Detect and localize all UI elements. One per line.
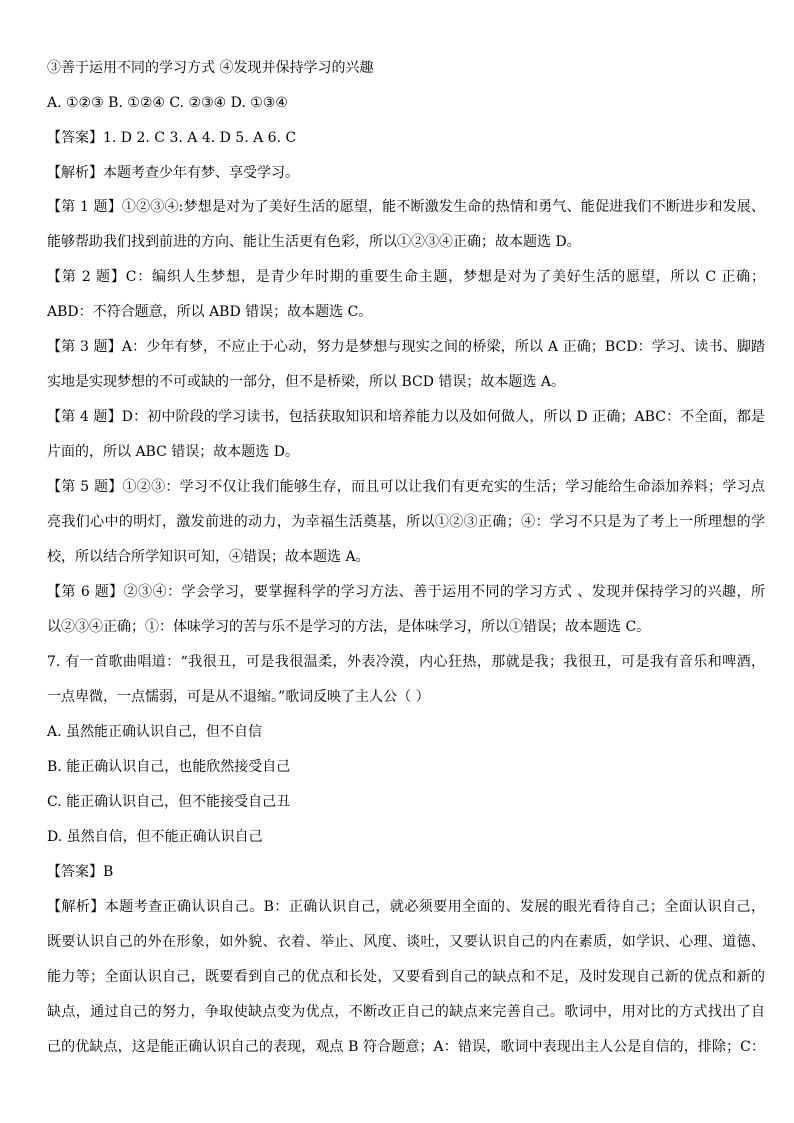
q4-explanation: 【第 4 题】D：初中阶段的学习读书，包括获取知识和培养能力以及如何做人，所以 D 正确；ABC：不全面，都是 bbox=[47, 409, 765, 425]
q1-explanation-cont: 能够帮助我们找到前进的方向、能让生活更有色彩，所以①②③④正确；故本题选 D。 bbox=[47, 234, 581, 250]
q7-stem: 7. 有一首歌曲唱道：“我很丑，可是我很温柔，外表冷漠，内心狂热，那就是我；我很丑，可是我有音乐和啤酒， bbox=[47, 654, 765, 670]
q3-explanation-cont: 实地是实现梦想的不可或缺的一部分，但不是桥梁，所以 BCD 错误；故本题选 A。 bbox=[47, 374, 565, 390]
q5-explanation-cont2: 校，所以结合所学知识可知，④错误；故本题选 A。 bbox=[47, 549, 370, 565]
q7-analysis-cont3: 缺点，通过自己的努力，争取使缺点变为优点，不断改正自己的缺点来完善自己。歌词中，用对比的方式找出了自 bbox=[47, 1004, 765, 1020]
q2-explanation: 【第 2 题】C：编织人生梦想，是青少年时期的重要生命主题，梦想是对为了美好生活的愿望，所以 C 正确； bbox=[47, 269, 765, 285]
q7-analysis-cont1: 既要认识自己的外在形象，如外貌、衣着、举止、风度、谈吐，又要认识自己的内在素质，如学识、心理、道德、 bbox=[47, 934, 765, 950]
answer-line: 【答案】1. D 2. C 3. A 4. D 5. A 6. C bbox=[47, 130, 297, 146]
q7-option-a: A. 虽然能正确认识自己，但不自信 bbox=[47, 724, 263, 740]
q6-explanation-cont: 以②③④正确；①：体味学习的苦与乐不是学习的方法，是体味学习，所以①错误；故本题选 C。 bbox=[47, 619, 651, 635]
q1-explanation: 【第 1 题】①②③④:梦想是对为了美好生活的愿望，能不断激发生命的热情和勇气、能促进我们不断进步和发展、 bbox=[47, 199, 765, 215]
q7-option-c: C. 能正确认识自己，但不能接受自己丑 bbox=[47, 794, 291, 810]
q7-answer: 【答案】B bbox=[47, 864, 114, 880]
q5-explanation-cont: 亮我们心中的明灯，激发前进的动力，为幸福生活奠基，所以①②③正确；④：学习不只是为了考上一所理想的学 bbox=[47, 514, 765, 530]
q5-explanation: 【第 5 题】①②③：学习不仅让我们能够生存，而且可以让我们有更充实的生活；学习能给生命添加养料；学习点 bbox=[47, 479, 765, 495]
q4-explanation-cont: 片面的，所以 ABC 错误；故本题选 D。 bbox=[47, 444, 299, 460]
q2-explanation-cont: ABD：不符合题意，所以 ABD 错误；故本题选 C。 bbox=[47, 304, 373, 320]
q6-explanation: 【第 6 题】②③④：学会学习，要掌握科学的学习方法、善于运用不同的学习方式 、发现并保持学习的兴趣，所 bbox=[47, 584, 765, 600]
analysis-line: 【解析】本题考查少年有梦、享受学习。 bbox=[47, 165, 299, 181]
choices-line: A. ①②③ B. ①②④ C. ②③④ D. ①③④ bbox=[47, 95, 288, 111]
q7-option-b: B. 能正确认识自己，也能欣然接受自己 bbox=[47, 759, 291, 775]
q7-analysis-cont4: 己的优缺点，这是能正确认识自己的表现，观点 B 符合题意；A：错误，歌词中表现出主人公是自信的，排除；C： bbox=[47, 1039, 765, 1055]
q7-analysis-cont2: 能力等；全面认识自己，既要看到自己的优点和长处，又要看到自己的缺点和不足，及时发现自己新的优点和新的 bbox=[47, 969, 765, 985]
q7-analysis: 【解析】本题考查正确认识自己。B：正确认识自己，就必须要用全面的、发展的眼光看待自己；全面认识自己， bbox=[47, 899, 765, 915]
q7-stem-cont: 一点卑微，一点懦弱，可是从不退缩。”歌词反映了主人公（ ） bbox=[47, 689, 430, 705]
q7-option-d: D. 虽然自信，但不能正确认识自己 bbox=[47, 829, 263, 845]
option-line: ③善于运用不同的学习方式 ④发现并保持学习的兴趣 bbox=[47, 60, 374, 76]
q3-explanation: 【第 3 题】A：少年有梦，不应止于心动，努力是梦想与现实之间的桥梁，所以 A 正确；BCD：学习、读书、脚踏 bbox=[47, 339, 765, 355]
